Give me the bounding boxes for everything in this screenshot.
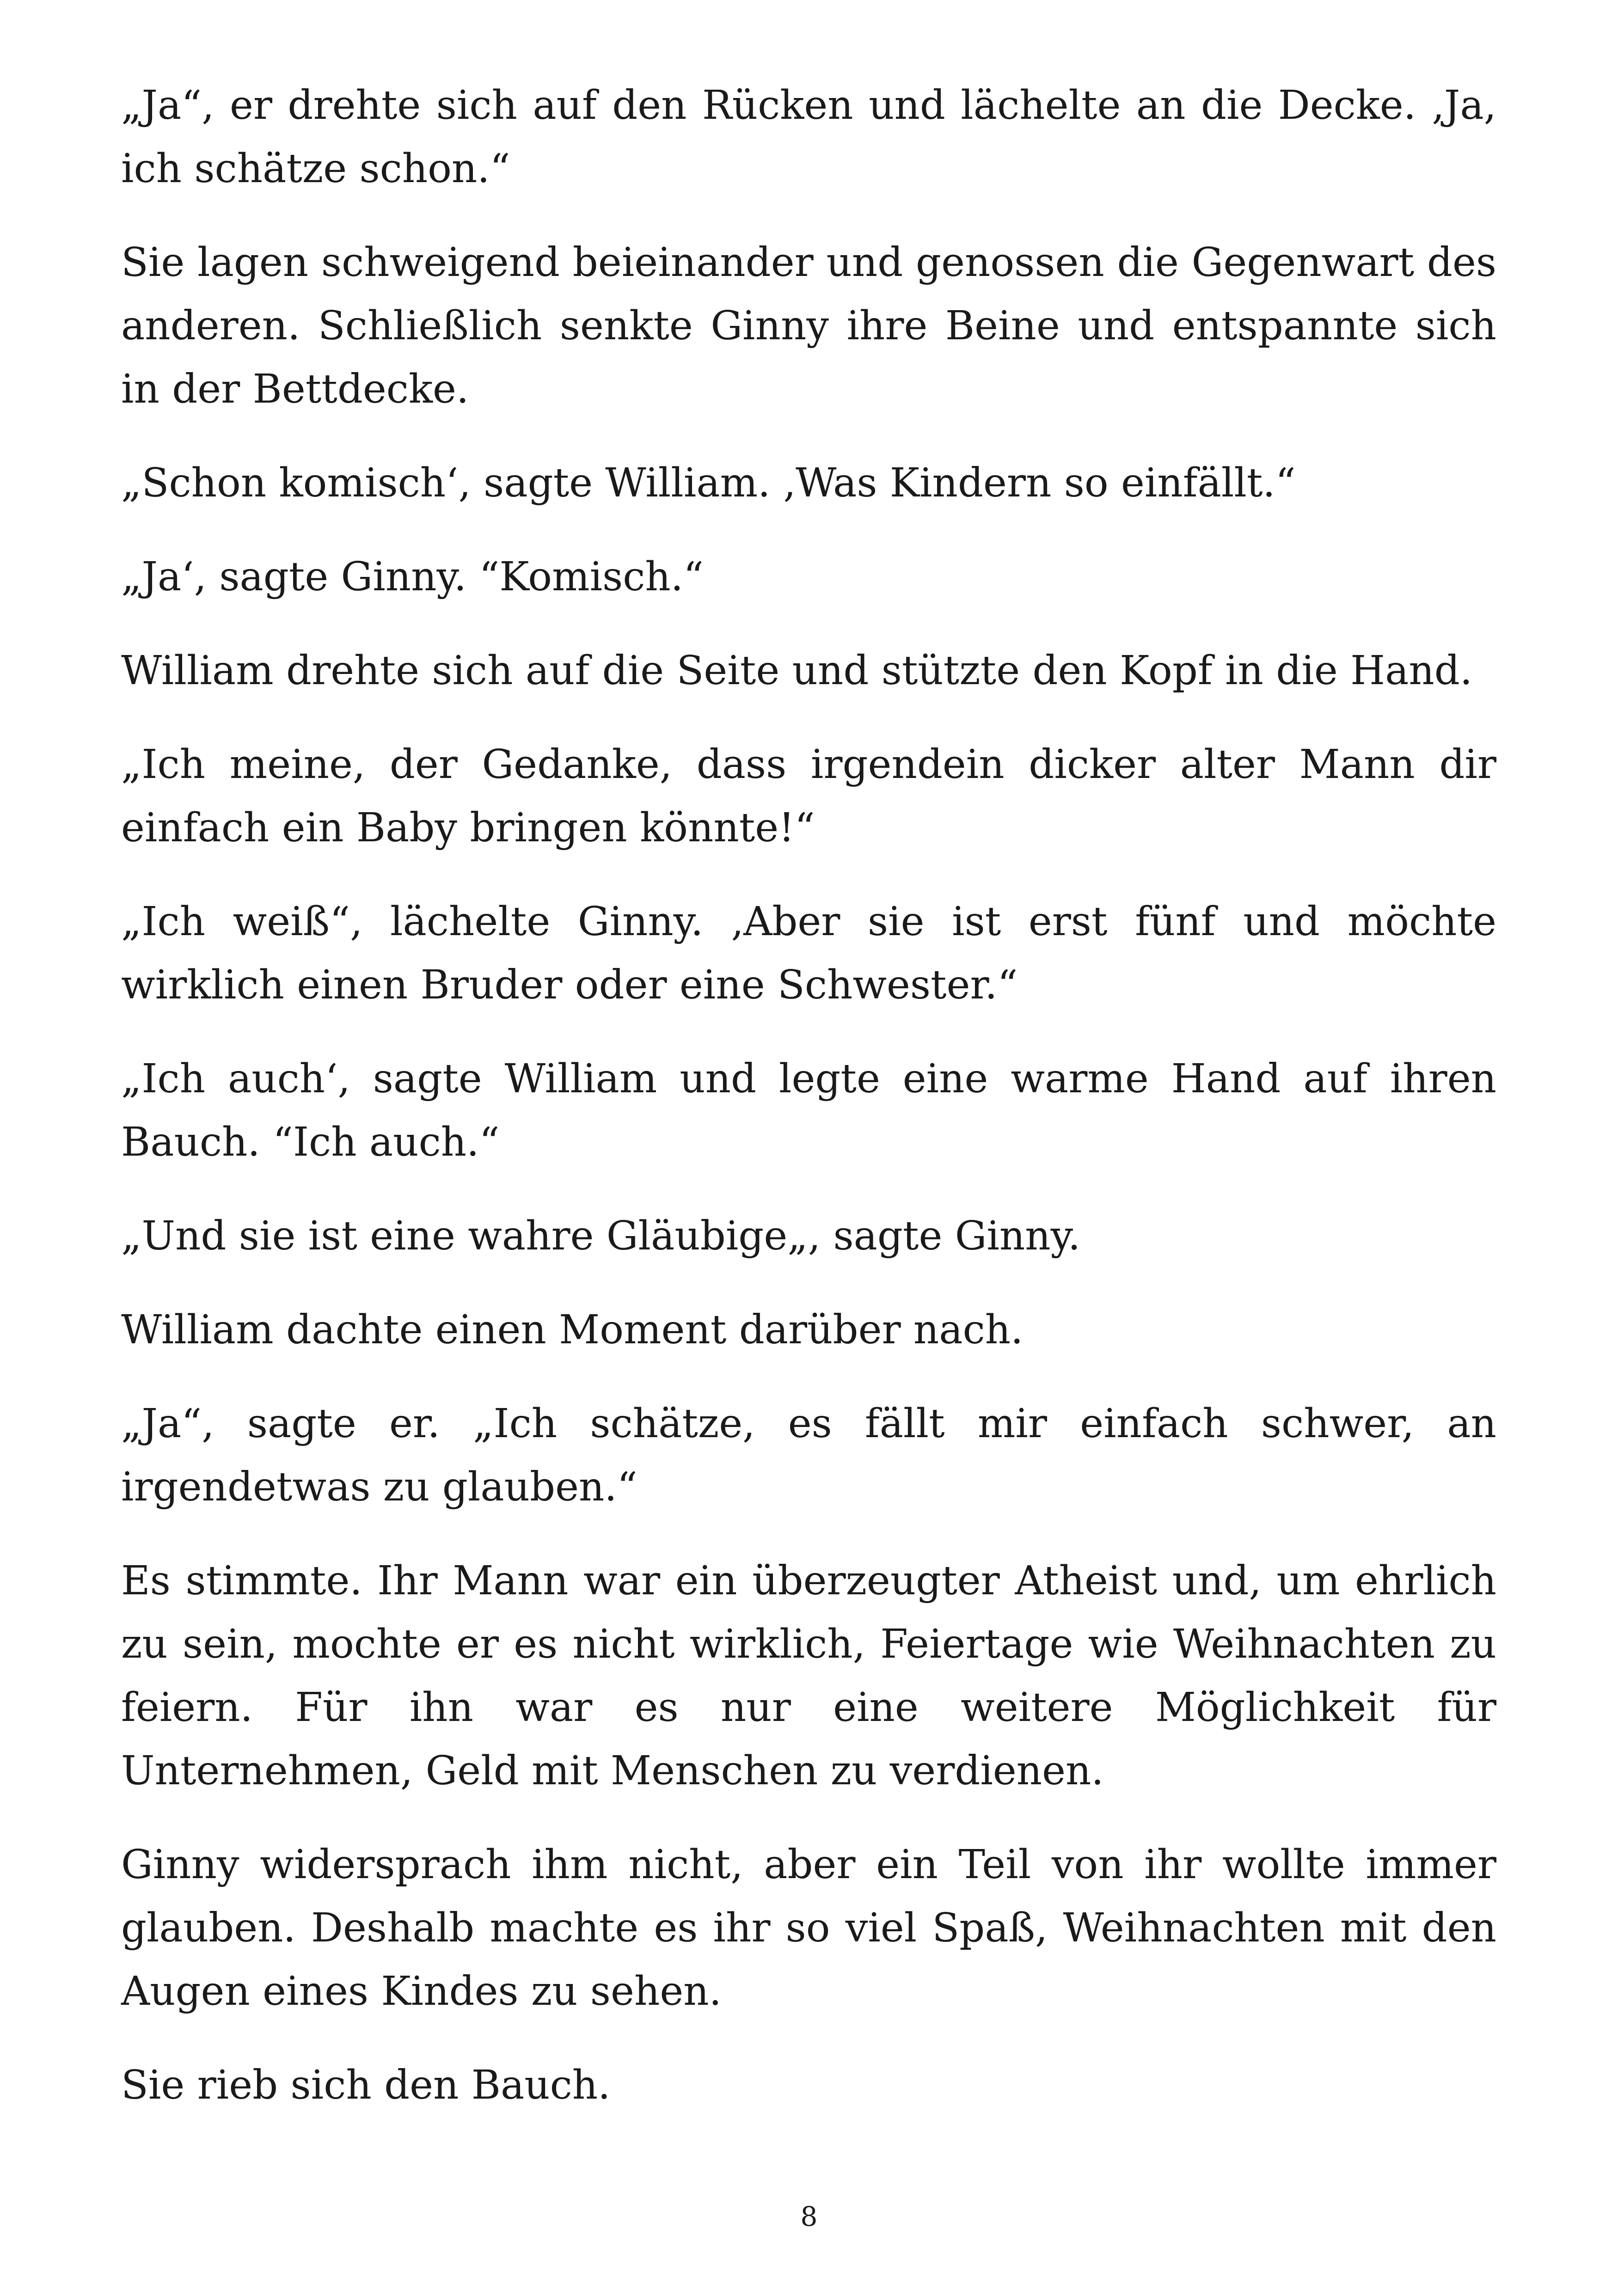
paragraph: „Und sie ist eine wahre Gläubige„, sagte Ginny. (121, 1213, 1081, 1259)
paragraph: „Ich meine, der Gedanke, dass irgendein dicker alter Mann dir einfach ein Baby bringen könnte!“ (121, 741, 1496, 851)
paragraph: „Ja‘, sagte Ginny. “Komisch.“ (121, 554, 704, 600)
paragraph: Sie rieb sich den Bauch. (121, 2062, 611, 2108)
paragraph: Ginny widersprach ihm nicht, aber ein Teil von ihr wollte immer glauben. Deshalb machte es ihr so viel Spaß, Weihnachten mit den Augen eines Kindes zu sehen. (121, 1842, 1496, 2014)
body-text (121, 74, 1496, 2148)
paragraph: „Ich auch‘, sagte William und legte eine warme Hand auf ihren Bauch. “Ich auch.“ (121, 1056, 1496, 1165)
paragraph: Sie lagen schweigend beieinander und genossen die Gegenwart des anderen. Schließlich senkte Ginny ihre Beine und entspannte sich in der Bettdecke. (121, 239, 1496, 412)
paragraph: „Schon komisch‘, sagte William. ‚Was Kindern so einfällt.“ (121, 460, 1296, 506)
paragraph: „Ich weiß“, lächelte Ginny. ‚Aber sie ist erst fünf und möchte wirklich einen Bruder oder eine Schwester.“ (121, 899, 1496, 1008)
paragraph: Es stimmte. Ihr Mann war ein überzeugter Atheist und, um ehrlich zu sein, mochte er es nicht wirklich, Feiertage wie Weihnachten zu feiern. Für ihn war es nur eine weitere Möglichkeit für Unternehmen, Geld mit Menschen zu verdienen. (121, 1558, 1496, 1794)
paragraph: „Ja“, sagte er. „Ich schätze, es fällt mir einfach schwer, an irgendetwas zu glauben.“ (121, 1401, 1496, 1510)
paragraph: „Ja“, er drehte sich auf den Rücken und lächelte an die Decke. ‚Ja, ich schätze schon.“ (121, 82, 1496, 192)
page-number: 8 (800, 2201, 818, 2232)
paragraph: William drehte sich auf die Seite und stützte den Kopf in die Hand. (121, 648, 1473, 694)
paragraph: William dachte einen Moment darüber nach. (121, 1307, 1024, 1353)
